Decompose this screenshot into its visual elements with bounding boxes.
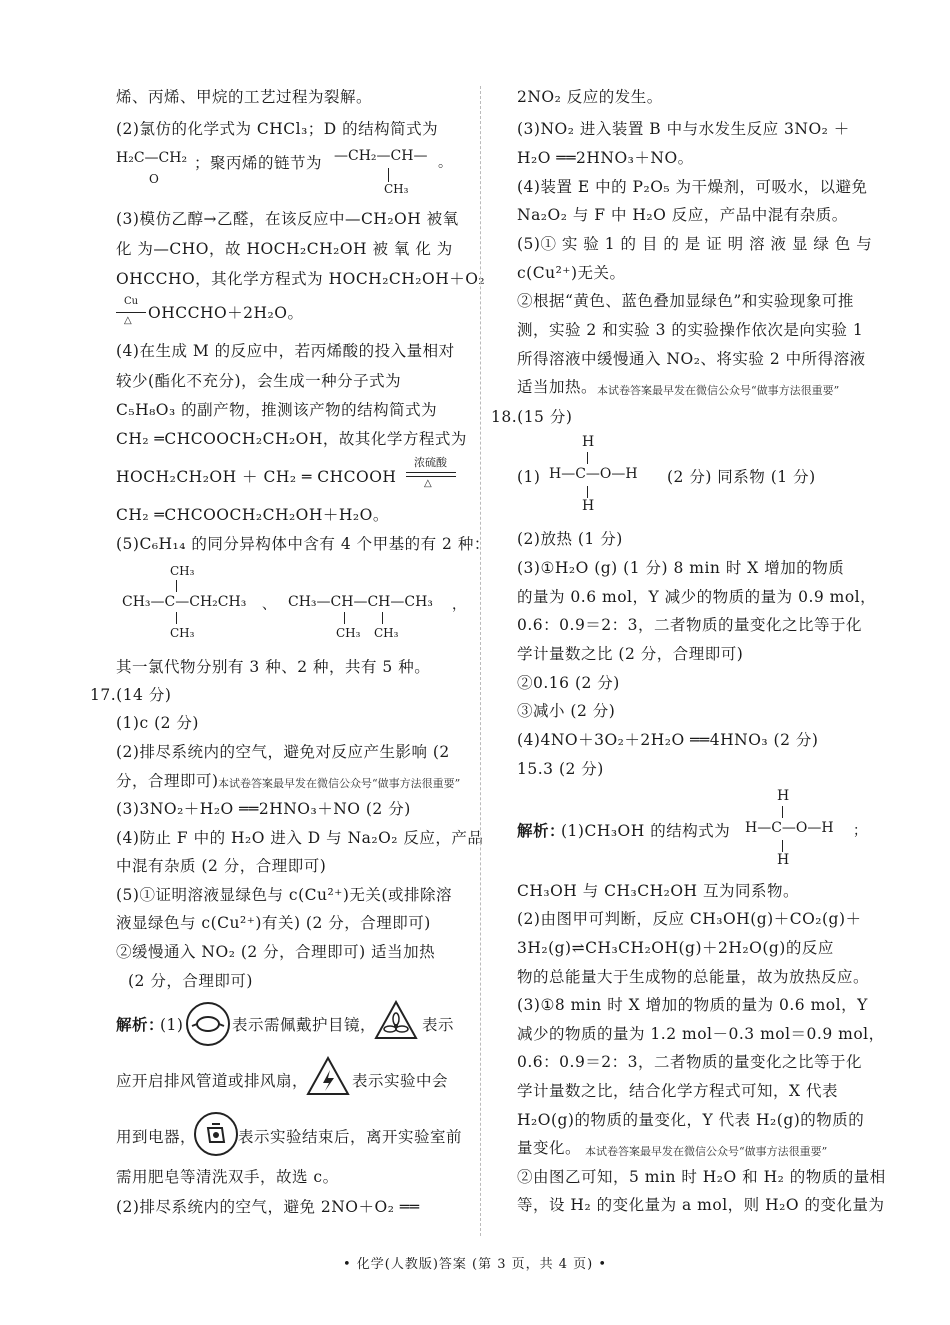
text-line: (2)排尽系统内的空气，避免对反应产生影响 (2 xyxy=(116,743,450,761)
text-line: 0.6：0.9＝2：3，二者物质的量变化之比等于化 xyxy=(517,616,863,634)
text-line: 减少的物质的量为 1.2 mol－0.3 mol＝0.9 mol， xyxy=(517,1025,885,1043)
text-line: H₂O ══2HNO₃＋NO。 xyxy=(517,149,694,167)
text-line: OHCCHO，其化学方程式为 HOCH₂CH₂OH＋O₂ xyxy=(116,270,486,288)
text-line: ②由图乙可知，5 min 时 H₂O 和 H₂ 的物质的量相 xyxy=(517,1168,886,1186)
text-line: CH₂ ═CHCOOCH₂CH₂OH，故其化学方程式为 xyxy=(116,430,467,448)
text-line: 量变化。 xyxy=(517,1139,582,1157)
text-line: CH₃OH 与 CH₃CH₂OH 互为同系物。 xyxy=(517,882,800,900)
text-line: 3H₂(g)⇌CH₃CH₂OH(g)＋2H₂O(g)的反应 xyxy=(517,939,834,957)
text-line: 烯、丙烯、甲烷的工艺过程为裂解。 xyxy=(116,88,373,106)
text-line: 化 为—CHO，故 HOCH₂CH₂OH 被 氧 化 为 xyxy=(116,240,453,258)
text-line: (2)排尽系统内的空气，避免 2NO＋O₂ ══ xyxy=(116,1198,420,1216)
text-line: ②根据“黄色、蓝色叠加显绿色”和实验现象可推 xyxy=(517,292,854,310)
goggles-icon xyxy=(186,1002,230,1046)
text-line: (3)①8 min 时 X 增加的物质的量为 0.6 mol，Y xyxy=(517,996,868,1014)
text-line: 分，合理即可) xyxy=(116,772,219,790)
text-line: (5)① 实 验 1 的 目 的 是 证 明 溶 液 显 绿 色 与 xyxy=(517,235,873,253)
text-line: 2NO₂ 反应的发生。 xyxy=(517,88,663,106)
text-line: H₂O(g)的物质的量变化，Y 代表 H₂(g)的物质的 xyxy=(517,1111,865,1129)
text-line: 适当加热。 xyxy=(517,378,598,396)
text-line: 等，设 H₂ 的变化量为 a mol，则 H₂O 的变化量为 xyxy=(517,1196,885,1214)
text-line: ②0.16 (2 分) xyxy=(517,674,620,692)
text-line: c(Cu²⁺)无关。 xyxy=(517,264,626,282)
text-line: (4)在生成 M 的反应中，若丙烯酸的投入量相对 xyxy=(116,342,455,360)
text-line: (4)防止 F 中的 H₂O 进入 D 与 Na₂O₂ 反应，产品 xyxy=(116,829,484,847)
text-line: 较少(酯化不充分)，会生成一种分子式为 xyxy=(116,372,402,390)
page-footer: • 化学(人教版)答案 (第 3 页，共 4 页) • xyxy=(342,1257,608,1272)
text-line: (1)c (2 分) xyxy=(116,714,199,732)
watermark-text: 本试卷答案最早发在微信公众号“做事方法很重要” xyxy=(585,1145,828,1158)
text-line: (2 分，合理即可) xyxy=(128,972,253,990)
question-18-header: 18.(15 分) xyxy=(491,408,573,426)
text-line: (3)模仿乙醇→乙醛，在该反应中—CH₂OH 被氧 xyxy=(116,210,459,228)
text-line: 所得溶液中缓慢通入 NO₂、将实验 2 中所得溶液 xyxy=(517,350,866,368)
text-line: (4)4NO＋3O₂＋2H₂O ══4HNO₃ (2 分) xyxy=(517,731,819,749)
text-line: (5)C₆H₁₄ 的同分异构体中含有 4 个甲基的有 2 种： xyxy=(116,535,490,553)
text-line: 0.6：0.9＝2：3，二者物质的量变化之比等于化 xyxy=(517,1053,863,1071)
text-line: (3)NO₂ 进入装置 B 中与水发生反应 3NO₂ ＋ xyxy=(517,120,850,138)
text-line: ②缓慢通入 NO₂ (2 分，合理即可) 适当加热 xyxy=(116,943,436,961)
text-line: 液显绿色与 c(Cu²⁺)有关) (2 分，合理即可) xyxy=(116,914,431,932)
text-line: (3)3NO₂＋H₂O ══2HNO₃＋NO (2 分) xyxy=(116,800,411,818)
text-line: C₅H₈O₃ 的副产物，推测该产物的结构简式为 xyxy=(116,401,438,419)
analysis-label: 解析： xyxy=(116,1015,165,1034)
text-line: 学计量数之比，结合化学方程式可知，X 代表 xyxy=(517,1082,838,1100)
text-line: CH₂ ═CHCOOCH₂CH₂OH＋H₂O。 xyxy=(116,506,389,524)
text-line: 需用肥皂等清洗双手，故选 c。 xyxy=(116,1168,339,1186)
watermark-text: 本试卷答案最早发在微信公众号“做事方法很重要” xyxy=(597,384,840,397)
text-line: 的量为 0.6 mol，Y 减少的物质的量为 0.9 mol， xyxy=(517,588,877,606)
text-line: 其一氯代物分别有 3 种、2 种，共有 5 种。 xyxy=(116,658,431,676)
column-divider xyxy=(480,86,481,1236)
fan-icon xyxy=(374,1000,418,1044)
hand-wash-icon xyxy=(194,1112,238,1156)
analysis-label: 解析： xyxy=(517,821,566,840)
text-line: (2)由图甲可判断，反应 CH₃OH(g)＋CO₂(g)＋ xyxy=(517,910,862,928)
text-line: 15.3 (2 分) xyxy=(517,760,604,778)
text-line: 学计量数之比 (2 分，合理即可) xyxy=(517,645,744,663)
watermark-text: 本试卷答案最早发在微信公众号“做事方法很重要” xyxy=(218,777,461,790)
text-line: (2)氯仿的化学式为 CHCl₃；D 的结构简式为 xyxy=(116,120,439,138)
text-line: 物的总能量大于生成物的总能量，故为放热反应。 xyxy=(517,968,870,986)
text-line: (2)放热 (1 分) xyxy=(517,530,623,548)
text-line: 中混有杂质 (2 分，合理即可) xyxy=(116,857,327,875)
text-line: ③减小 (2 分) xyxy=(517,702,616,720)
question-17-header: 17.(14 分) xyxy=(90,686,172,704)
text-line: 测，实验 2 和实验 3 的实验操作依次是向实验 1 xyxy=(517,321,864,339)
text-line: (4)装置 E 中的 P₂O₅ 为干燥剂，可吸水，以避免 xyxy=(517,178,868,196)
text-line: (3)①H₂O (g) (1 分) 8 min 时 X 增加的物质 xyxy=(517,559,845,577)
electrical-hazard-icon xyxy=(306,1056,350,1100)
text-line: (5)①证明溶液显绿色与 c(Cu²⁺)无关(或排除溶 xyxy=(116,886,452,904)
text-line: Na₂O₂ 与 F 中 H₂O 反应，产品中混有杂质。 xyxy=(517,206,848,224)
